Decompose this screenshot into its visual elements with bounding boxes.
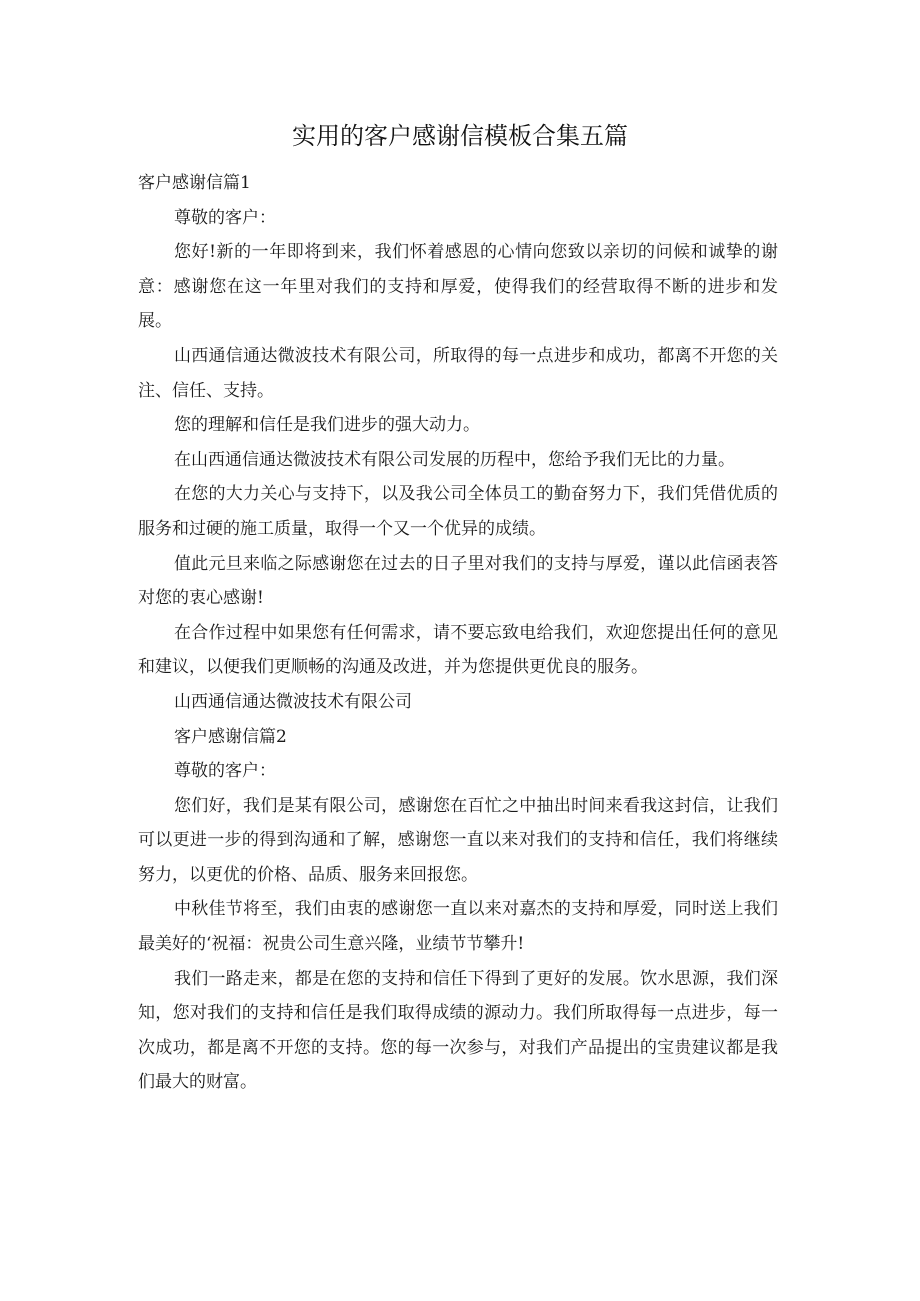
paragraph: 您好!新的一年即将到来，我们怀着感恩的心情向您致以亲切的问候和诚挚的谢意：感谢您在这一年里对我们的支持和厚爱，使得我们的经营取得不断的进步和发展。 [138, 242, 778, 332]
paragraph: 我们一路走来，都是在您的支持和信任下得到了更好的发展。饮水思源，我们深知，您对我们的支持和信任是我们取得成绩的源动力。我们所取得每一点进步，每一次成功，都是离不开您的支持。您的每一次参与，对我们产品提出的宝贵建议都是我们最大的财富。 [138, 968, 778, 1093]
paragraph: 值此元旦来临之际感谢您在过去的日子里对我们的支持与厚爱，谨以此信函表答对您的衷心感谢! [138, 553, 778, 609]
paragraph: 您们好，我们是某有限公司，感谢您在百忙之中抽出时间来看我这封信，让我们可以更进一步的得到沟通和了解，感谢您一直以来对我们的支持和信任，我们将继续努力，以更优的价格、品质、服务来回报您。 [138, 795, 778, 885]
salutation-1: 尊敬的客户： [174, 207, 276, 228]
document-body [138, 166, 778, 1100]
paragraph: 中秋佳节将至，我们由衷的感谢您一直以来对嘉杰的支持和厚爱，同时送上我们最美好的‘祝福：祝贵公司生意兴隆，业绩节节攀升! [138, 899, 778, 955]
signature-company: 山西通信通达微波技术有限公司 [174, 691, 412, 712]
section-heading-2: 客户感谢信篇2 [174, 726, 287, 747]
paragraph: 山西通信通达微波技术有限公司，所取得的每一点进步和成功，都离不开您的关注、信任、支持。 [138, 345, 778, 401]
paragraph: 您的理解和信任是我们进步的强大动力。 [174, 415, 480, 436]
paragraph: 在山西通信通达微波技术有限公司发展的历程中，您给予我们无比的力量。 [174, 449, 735, 470]
document-title: 实用的客户感谢信模板合集五篇 [292, 122, 628, 150]
paragraph: 在合作过程中如果您有任何需求，请不要忘致电给我们，欢迎您提出任何的意见和建议，以便我们更顺畅的沟通及改进，并为您提供更优良的服务。 [138, 622, 778, 678]
section-heading-1: 客户感谢信篇1 [138, 173, 251, 193]
salutation-2: 尊敬的客户： [174, 761, 276, 782]
paragraph: 在您的大力关心与支持下，以及我公司全体员工的勤奋努力下，我们凭借优质的服务和过硬的施工质量，取得一个又一个优异的成绩。 [138, 484, 778, 539]
